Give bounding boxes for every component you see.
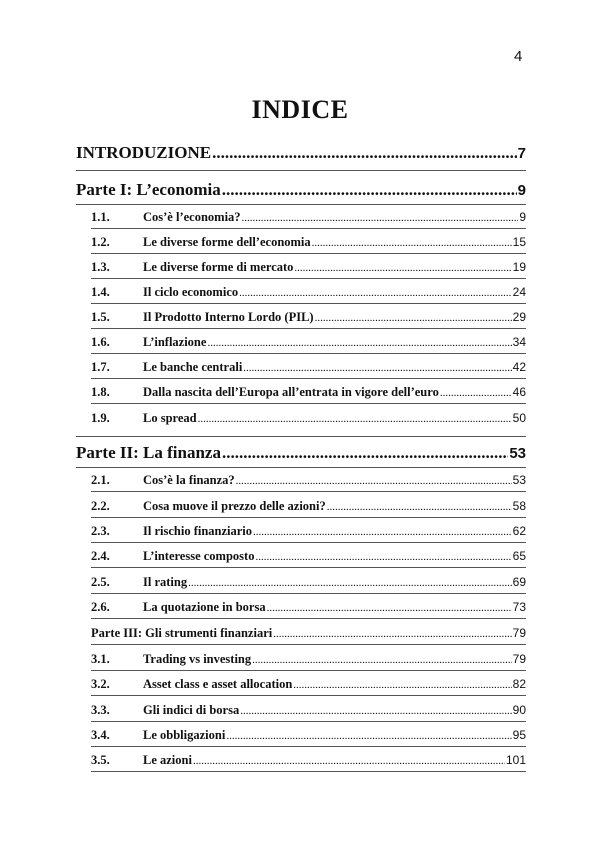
toc-entry[interactable] <box>91 728 526 743</box>
dot-leader <box>312 237 512 249</box>
toc-entry-parte-3[interactable] <box>91 626 526 641</box>
dot-leader <box>242 212 519 224</box>
toc-entry-page: 79 <box>512 652 526 666</box>
toc-entry-label: La quotazione in borsa <box>143 600 266 614</box>
toc-entry-page: 82 <box>512 677 526 691</box>
toc-entry-page: 69 <box>512 575 526 589</box>
dot-leader <box>239 287 512 299</box>
toc-entry-number: 1.4. <box>91 285 110 299</box>
toc-entry-label: INTRODUZIONE <box>76 143 212 162</box>
toc-entry-page: 34 <box>512 335 526 349</box>
toc-entry[interactable] <box>91 411 526 426</box>
toc-entry-label: Le diverse forme di mercato <box>143 260 294 274</box>
toc-entry-page: 58 <box>512 499 526 513</box>
dot-leader <box>222 443 508 463</box>
toc-entry-label: L’inflazione <box>143 335 207 349</box>
toc-entry-page: 50 <box>512 411 526 425</box>
divider <box>91 695 526 696</box>
toc-entry-number: 1.6. <box>91 335 110 349</box>
toc-entry-page: 95 <box>512 728 526 742</box>
toc-entry-introduzione[interactable] <box>76 143 526 163</box>
dot-leader <box>255 551 511 563</box>
toc-entry-label: L’interesse composto <box>143 549 255 563</box>
toc-entry-number: 2.6. <box>91 600 110 614</box>
toc-entry-label: Cos’è la finanza? <box>143 473 235 487</box>
toc-entry-page: 42 <box>512 360 526 374</box>
toc-entry-parte-1[interactable] <box>76 180 526 200</box>
divider <box>91 771 526 772</box>
toc-entry-page: 101 <box>505 753 526 767</box>
toc-entry[interactable] <box>91 235 526 250</box>
toc-entry[interactable] <box>91 210 526 225</box>
toc-entry-number: 1.5. <box>91 310 110 324</box>
toc-entry-label: Le obbligazioni <box>143 728 226 742</box>
toc-entry-label: Trading vs investing <box>143 652 252 666</box>
toc-entry-label: Il rischio finanziario <box>143 524 253 538</box>
dot-leader <box>198 413 512 425</box>
toc-entry-label: Cos’è l’economia? <box>143 210 241 224</box>
toc-entry[interactable] <box>91 335 526 350</box>
toc-entry[interactable] <box>91 652 526 667</box>
toc-entry-page: 79 <box>512 626 526 640</box>
toc-entry-number: 2.2. <box>91 499 110 513</box>
divider <box>76 467 526 468</box>
divider <box>91 746 526 747</box>
toc-entry[interactable] <box>91 753 526 768</box>
divider <box>76 204 526 205</box>
toc-entry-label: Il Prodotto Interno Lordo (PIL) <box>143 310 314 324</box>
divider <box>91 228 526 229</box>
toc-entry-page: 7 <box>517 145 526 162</box>
toc-entry[interactable] <box>91 499 526 514</box>
toc-entry-number: 2.1. <box>91 473 110 487</box>
toc-entry-number: 2.4. <box>91 549 110 563</box>
toc-entry-label: Parte I: L’economia <box>76 180 221 199</box>
dot-leader <box>236 475 512 487</box>
divider <box>91 403 526 404</box>
toc-entry-number: 1.7. <box>91 360 110 374</box>
toc-entry-label: Parte II: La finanza <box>76 443 221 462</box>
divider <box>76 436 526 437</box>
dot-leader <box>222 180 517 200</box>
toc-entry-page: 29 <box>512 310 526 324</box>
toc-entry-label: Il rating <box>143 575 188 589</box>
toc-entry[interactable] <box>91 524 526 539</box>
divider <box>91 278 526 279</box>
toc-entry-page: 73 <box>512 600 526 614</box>
dot-leader <box>226 730 511 742</box>
toc-entry[interactable] <box>91 600 526 615</box>
toc-entry-parte-2[interactable] <box>76 443 526 463</box>
divider <box>91 721 526 722</box>
toc-entry-number: 3.3. <box>91 703 110 717</box>
divider <box>91 353 526 354</box>
divider <box>91 644 526 645</box>
toc-entry[interactable] <box>91 677 526 692</box>
toc-entry[interactable] <box>91 703 526 718</box>
toc-entry-number: 1.9. <box>91 411 110 425</box>
toc-entry-label: Il ciclo economico <box>143 285 239 299</box>
dot-leader <box>293 679 511 691</box>
toc-entry-page: 15 <box>512 235 526 249</box>
toc-entry-label: Dalla nascita dell’Europa all’entrata in vigore dell’euro <box>143 385 439 399</box>
dot-leader <box>253 526 512 538</box>
toc-entry-number: 2.5. <box>91 575 110 589</box>
toc-entry[interactable] <box>91 549 526 564</box>
dot-leader <box>273 628 511 640</box>
divider <box>91 328 526 329</box>
toc-entry-number: 3.2. <box>91 677 110 691</box>
dot-leader <box>327 501 512 513</box>
dot-leader <box>440 387 512 399</box>
divider <box>91 618 526 619</box>
toc-entry-number: 2.3. <box>91 524 110 538</box>
dot-leader <box>243 362 511 374</box>
toc-entry-label: Asset class e asset allocation <box>143 677 293 691</box>
toc-entry-page: 19 <box>512 260 526 274</box>
toc-entry-page: 65 <box>512 549 526 563</box>
dot-leader <box>315 312 512 324</box>
dot-leader <box>252 654 512 666</box>
divider <box>91 517 526 518</box>
toc-entry[interactable] <box>91 385 526 400</box>
divider <box>91 593 526 594</box>
toc-entry-label: Gli indici di borsa <box>143 703 240 717</box>
toc-entry-number: 3.1. <box>91 652 110 666</box>
dot-leader <box>207 337 511 349</box>
toc-entry-page: 53 <box>512 473 526 487</box>
toc-entry[interactable] <box>91 285 526 300</box>
page-number: 4 <box>514 48 523 65</box>
toc-entry-label: Parte III: Gli strumenti finanziari <box>91 626 273 640</box>
divider <box>91 303 526 304</box>
dot-leader <box>212 143 517 163</box>
divider <box>91 670 526 671</box>
toc-entry-label: Lo spread <box>143 411 197 425</box>
divider <box>76 170 526 171</box>
toc-entry[interactable] <box>91 473 526 488</box>
toc-entry-page: 9 <box>519 210 526 224</box>
toc-entry-number: 3.4. <box>91 728 110 742</box>
dot-leader <box>240 705 511 717</box>
divider <box>91 491 526 492</box>
dot-leader <box>267 602 512 614</box>
toc-entry-label: Le azioni <box>143 753 192 767</box>
toc-entry[interactable] <box>91 260 526 275</box>
toc-entry[interactable] <box>91 360 526 375</box>
toc-entry-label: Le banche centrali <box>143 360 243 374</box>
toc-entry-page: 9 <box>517 182 526 199</box>
toc-entry-page: 24 <box>512 285 526 299</box>
dot-leader <box>188 577 512 589</box>
toc-entry-label: Cosa muove il prezzo delle azioni? <box>143 499 326 513</box>
toc-entry-page: 90 <box>512 703 526 717</box>
toc-entry-page: 53 <box>509 445 526 462</box>
toc-entry-number: 3.5. <box>91 753 110 767</box>
toc-entry-page: 46 <box>512 385 526 399</box>
toc-entry-page: 62 <box>512 524 526 538</box>
dot-leader <box>294 262 511 274</box>
toc-entry-number: 1.3. <box>91 260 110 274</box>
toc-entry[interactable] <box>91 575 526 590</box>
toc-entry[interactable] <box>91 310 526 325</box>
divider <box>91 378 526 379</box>
dot-leader <box>193 755 505 767</box>
divider <box>91 542 526 543</box>
toc-entry-number: 1.8. <box>91 385 110 399</box>
toc-entry-number: 1.1. <box>91 210 110 224</box>
divider <box>91 253 526 254</box>
divider <box>91 567 526 568</box>
toc-entry-number: 1.2. <box>91 235 110 249</box>
toc-entry-label: Le diverse forme dell’economia <box>143 235 311 249</box>
page-title: INDICE <box>251 95 349 124</box>
